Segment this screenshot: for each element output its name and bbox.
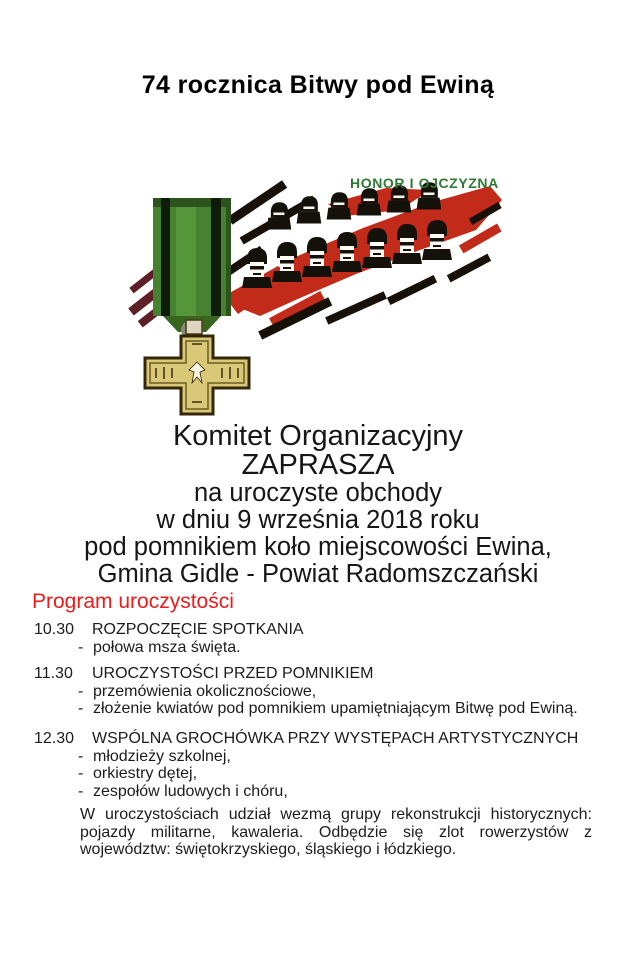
invitation-line: ZAPRASZA (241, 449, 395, 481)
program-footer-note: W uroczystościach udział wezmą grupy rekonstrukcji historycznych: pojazdy militarne, kawaleria. Odbędzie się zlot rowerzystów z województw: świętokrzyskiego, śląskiego i łódzkiego. (80, 806, 592, 858)
program-detail (34, 683, 636, 701)
program-item-1130 (34, 665, 636, 718)
detail-text: złożenie kwiatów pod pomnikiem upamiętniającym Bitwę pod Ewiną. (93, 700, 578, 717)
detail-text: młodzieży szkolnej, (93, 747, 231, 765)
program-time: 12.30 (34, 729, 75, 747)
program-item-title: UROCZYSTOŚCI PRZED POMNIKIEM (92, 664, 374, 682)
program-detail (34, 700, 636, 718)
program-item-title: WSPÓLNA GROCHÓWKA PRZY WYSTĘPACH ARTYSTYCZNYCH (92, 729, 579, 747)
detail-dash: - (78, 682, 84, 700)
program-item-1030 (34, 621, 636, 657)
program-item-title: ROZPOCZĘCIE SPOTKANIA (92, 621, 304, 638)
program-detail (34, 765, 636, 783)
detail-dash: - (78, 782, 84, 800)
flyer-page (0, 70, 636, 970)
detail-text: zespołów ludowych i chóru, (93, 782, 288, 800)
emblem-image (128, 146, 508, 418)
invitation-block (0, 422, 636, 588)
detail-dash: - (78, 639, 84, 656)
program-detail (34, 639, 636, 657)
invitation-line: na uroczyste obchody (193, 479, 443, 507)
program-detail (34, 783, 636, 801)
invitation-line: Komitet Organizacyjny (172, 420, 464, 452)
medal-ribbon (153, 198, 231, 338)
program-time: 11.30 (34, 664, 73, 682)
program-schedule (34, 621, 636, 800)
program-time: 10.30 (34, 621, 75, 638)
motto-text: HONOR I OJCZYZNA (350, 175, 499, 191)
detail-text: przemówienia okolicznościowe, (93, 682, 317, 700)
detail-dash: - (78, 700, 84, 717)
detail-text: połowa msza święta. (93, 639, 241, 656)
invitation-line: w dniu 9 września 2018 roku (156, 506, 480, 534)
medal-emblem-graphic (128, 146, 508, 418)
program-item-1230 (34, 730, 636, 801)
invitation-line: pod pomnikiem koło miejscowości Ewina, (84, 533, 552, 561)
page-title: 74 rocznica Bitwy pod Ewiną (141, 71, 495, 99)
detail-dash: - (78, 765, 84, 782)
detail-dash: - (78, 747, 84, 765)
invitation-line: Gmina Gidle - Powiat Radomszczański (97, 560, 539, 588)
partisan-cross (145, 320, 249, 414)
detail-text: orkiestry dętej, (93, 765, 198, 782)
program-heading: Program uroczystości (32, 590, 234, 613)
program-detail (34, 748, 636, 766)
